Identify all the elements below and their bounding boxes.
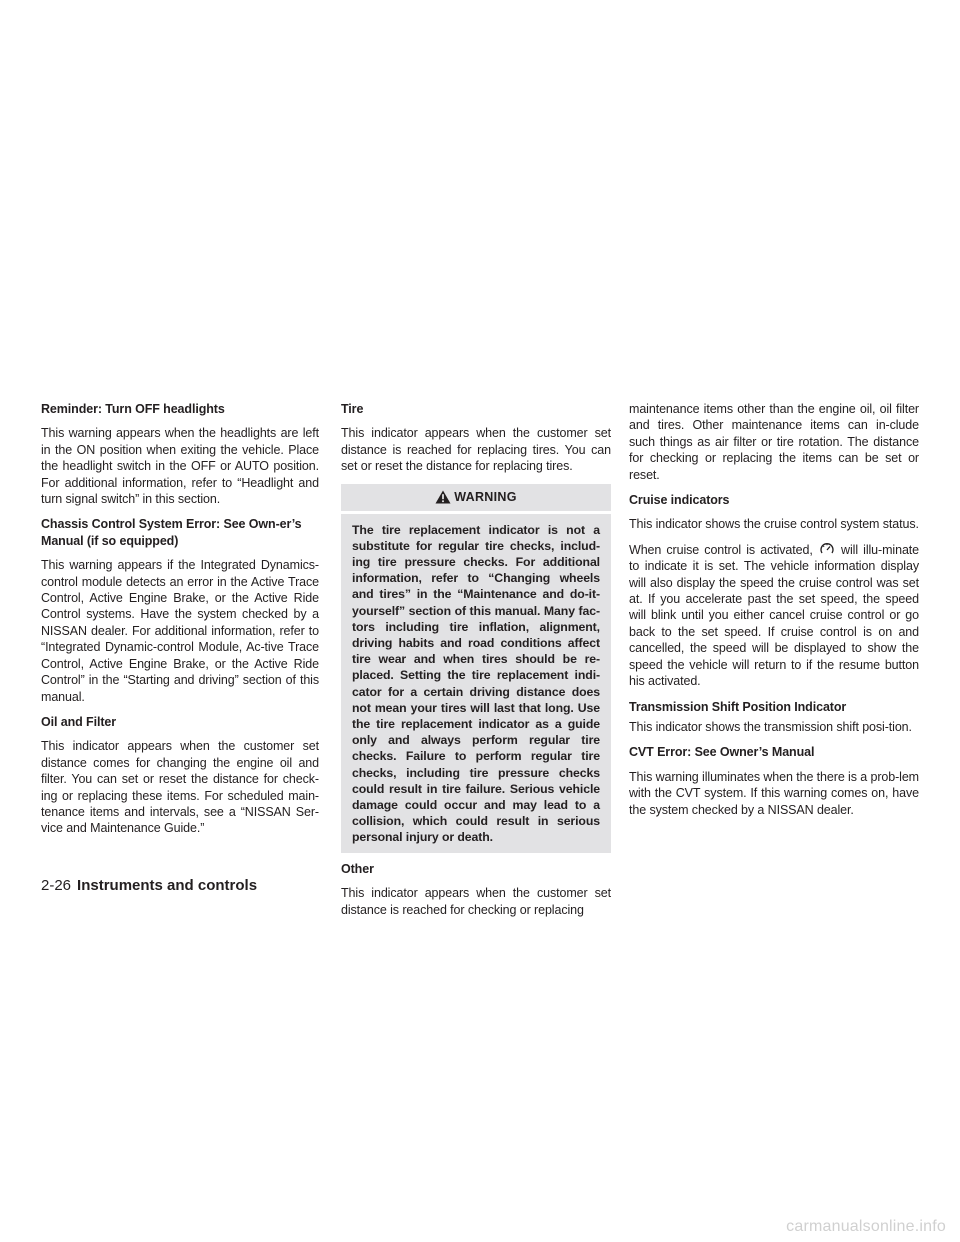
- watermark: carmanualsonline.info: [786, 1218, 946, 1235]
- warning-triangle-icon: [435, 490, 451, 504]
- section-title: Instruments and controls: [77, 877, 258, 894]
- column-right: [629, 401, 919, 827]
- paragraph-other: This indicator appears when the customer set distance is reached for checking or replacing: [341, 886, 611, 917]
- paragraph-cvt-error: This warning illuminates when the there is a prob-lem with the CVT system. If this warning comes on, have the system checked by a NISSAN dealer.: [629, 769, 919, 817]
- page-footer: [41, 877, 257, 895]
- paragraph-cruise-activated: [629, 542, 919, 690]
- column-middle: [341, 401, 611, 927]
- heading-tire: Tire: [341, 402, 364, 416]
- warning-title: WARNING: [454, 489, 517, 504]
- paragraph-chassis-control-error: This warning appears if the Integrated Dynamics-control module detects an error in the Active Trace Control, Active Engine Brake, or the Active Ride Control systems. Have the system checked by a NISSAN dealer. For additional information, refer to “Integrated Dynamic-control Module, Ac-tive Trace Control, Active Engine Brake, or the Active Ride Control” in the “Starting and driving” section of this manual.: [41, 558, 319, 704]
- column-left: [41, 401, 319, 846]
- paragraph-transmission-shift: This indicator shows the transmission shift posi-tion.: [629, 719, 912, 734]
- heading-chassis-control-error: Chassis Control System Error: See Own-er’s Manual (if so equipped): [41, 517, 302, 548]
- heading-cvt-error: CVT Error: See Owner’s Manual: [629, 745, 815, 760]
- heading-reminder-headlights: Reminder: Turn OFF headlights: [41, 402, 225, 416]
- warning-text: The tire replacement indicator is not a substitute for regular tire checks, includ-ing tire pressure checks. For additional information, refer to “Changing wheels and tires” in the “Maintenance and do-it-yourself” section of this manual. Many fac-tors including tire inflation, alignment, driving habits and road conditions affect tire wear and when tires should be re-placed. Setting the tire replacement indi-cator for a certain driving distance does not mean your tires will last that long. Use the tire replacement indicator as a guide only and always perform regular tire checks. Failure to perform regular tire checks, including tire pressure checks could result in tire failure. Serious vehicle damage could occur and may lead to a collision, which could result in serious personal injury or death.: [341, 514, 611, 853]
- heading-oil-and-filter: Oil and Filter: [41, 714, 116, 729]
- paragraph-reminder-headlights: This warning appears when the headlights are left in the ON position when exiting the vehicle. Place the headlight switch in the OFF or AUTO position. For additional information, refer to “Headlight and turn signal switch” in this section.: [41, 426, 319, 507]
- cruise-control-icon: [820, 543, 834, 555]
- heading-transmission-shift: Transmission Shift Position Indicator: [629, 699, 847, 714]
- warning-header: [341, 484, 611, 511]
- cruise-text-start: When cruise control is activated,: [629, 542, 813, 557]
- cruise-text-end: will illu-minate to indicate it is set. The vehicle information display will also display the speed the cruise control was set at. If you accelerate past the set speed, the speed will blink until you either cancel cruise control or go back to the set speed. If cruise control is on and cancelled, the speed will be displayed to show the speed the vehicle will return to if the resume button his activated.: [629, 542, 920, 689]
- heading-other: Other: [341, 861, 374, 876]
- paragraph-oil-and-filter: This indicator appears when the customer set distance comes for changing the engine oil and filter. You can set or reset the distance for check-ing or replacing these items. For scheduled main-tenance items and intervals, see a “NISSAN Ser-vice and Maintenance Guide.”: [41, 739, 319, 836]
- paragraph-cruise-status: This indicator shows the cruise control system status.: [629, 517, 919, 532]
- paragraph-tire: This indicator appears when the customer set distance is reached for replacing tires. You can set or reset the distance for replacing tires.: [341, 426, 611, 474]
- paragraph-other-continued: maintenance items other than the engine oil, oil filter and tires. Other maintenance items can in-clude such things as air filter or tire rotation. The distance for checking or replacing the items can be set or reset.: [629, 402, 919, 482]
- heading-cruise-indicators: Cruise indicators: [629, 493, 730, 508]
- page-number: 2-26: [41, 877, 72, 894]
